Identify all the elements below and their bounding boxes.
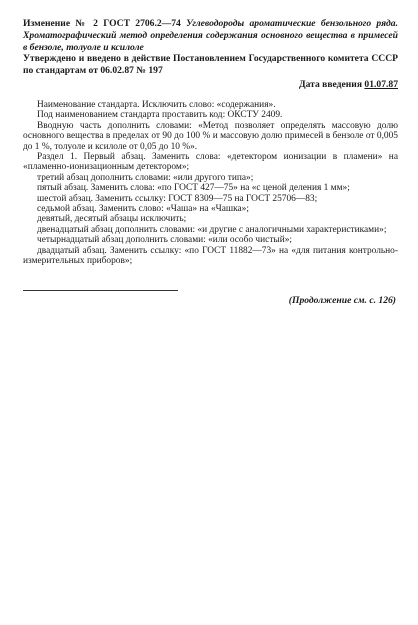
footnote-separator (23, 290, 178, 291)
paragraph: шестой абзац. Заменить ссылку: ГОСТ 8309—75 на ГОСТ 25706—83; (37, 193, 318, 204)
paragraph: седьмой абзац. Заменить слово: «Чаша» на «Чашка»; (37, 204, 249, 215)
amendment-title (23, 18, 398, 54)
standard-name: Углеводороды ароматические бензольного ряда. Хроматографический метод определения содержания основного вещества в примесей в бензоле, толуоле и ксилоле (23, 18, 398, 53)
introduction-date-label: Дата введения (298, 79, 365, 90)
paragraph: двадцатый абзац. Заменить ссылку: «по ГОСТ 11882—73» на «для питания контрольно-измерительных приборов»; (23, 245, 398, 267)
continuation-note: (Продолжение см. с. 126) (288, 295, 396, 306)
amendment-body (23, 100, 398, 267)
introduction-date (299, 79, 398, 91)
paragraph: четырнадцатый абзац дополнить словами: «или особо чистый»; (37, 235, 293, 246)
paragraph: пятый абзац. Заменить слова: «по ГОСТ 427—75» на «с ценой деления 1 мм»; (37, 183, 350, 194)
amendment-number: Изменение № 2 ГОСТ 2706.2—74 (23, 18, 187, 29)
paragraph: третий абзац дополнить словами: «или другого типа»; (37, 172, 254, 183)
paragraph: Наименование стандарта. Исключить слово: «содержания». (37, 100, 276, 110)
paragraph: девятый, десятый абзацы исключить; (37, 214, 187, 225)
paragraph: Вводную часть дополнить словами: «Метод позволяет определять массовую долю основного вещества в пределах от 90 до 100 % и массовую долю примесей в бензоле от 0,005 до 1 %, толуоле и ксилоле от 0,05 до 10 %». (23, 120, 398, 152)
approval-statement: Утверждено и введено в действие Постановлением Государственного комитета СССР по стандартам от 06.02.87 № 197 (23, 53, 398, 76)
paragraph: двенадцатый абзац дополнить словами: «и другие с аналогичными характеристиками»; (37, 224, 387, 235)
introduction-date-value: 01.07.87 (364, 79, 398, 90)
paragraph: Под наименованием стандарта проставить код: ОКСТУ 2409. (37, 110, 283, 121)
paragraph: Раздел 1. Первый абзац. Заменить слова: «детектором ионизации в пламени» на «пламенно-ионизационным детектором»; (23, 152, 398, 173)
